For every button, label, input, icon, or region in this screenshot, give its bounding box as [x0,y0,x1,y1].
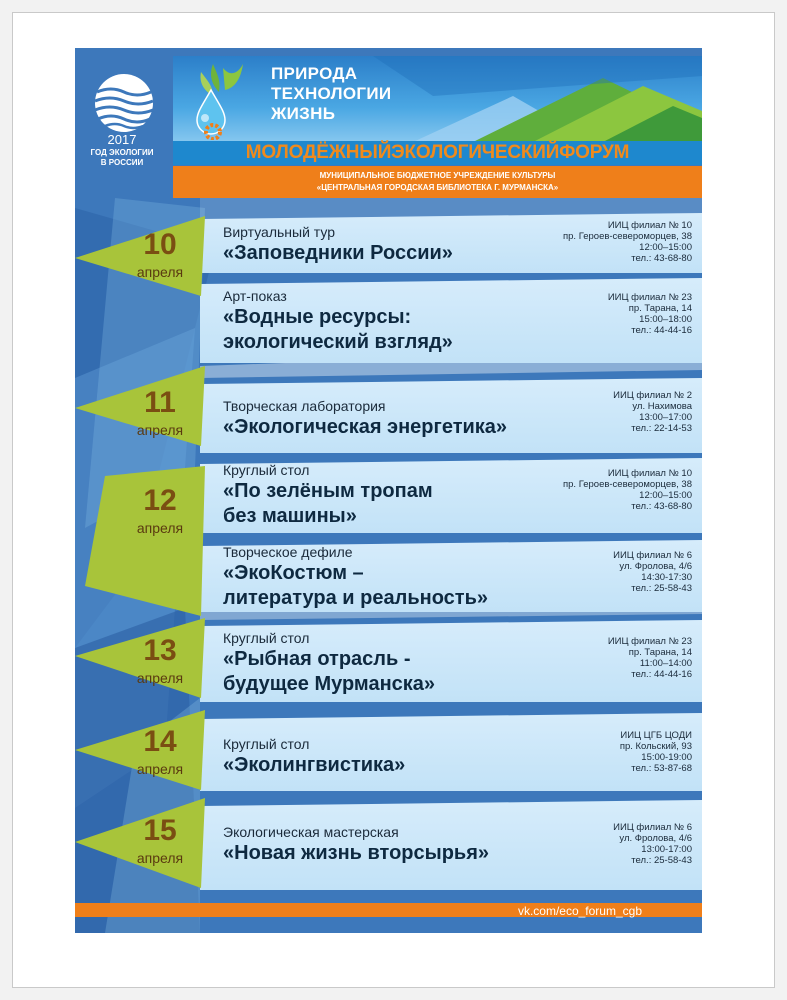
date-day-2: 11 [144,386,176,419]
event-time-5: 14:30-17:30 [641,572,692,583]
event-phone-4: тел.: 43-68-80 [631,501,692,512]
event-venue-3: ИИЦ филиал № 2 [613,390,692,401]
institution-bar [173,166,702,198]
year-of-ecology-globe-icon [93,72,155,134]
event-title-7: «Эколингвистика» [223,754,406,776]
date-month-3: апреля [136,520,184,536]
slogan-line2: ТЕХНОЛОГИИ [271,84,392,103]
event-phone-6: тел.: 44-44-16 [631,669,692,680]
event-address-1: пр. Героев-североморцев, 38 [563,231,692,242]
date-day-6: 15 [143,814,177,847]
event-title-2b: экологический взгляд» [223,331,453,353]
event-info-1 [502,220,692,264]
event-type-6: Круглый стол [223,630,310,646]
event-address-3: ул. Нахимова [632,401,692,412]
year-caption-line2: В РОССИИ [100,158,144,167]
event-type-3: Творческая лаборатория [223,398,386,414]
event-type-2: Арт-показ [223,288,287,304]
forum-name-banner: МОЛОДЁЖНЫЙЭКОЛОГИЧЕСКИЙФОРУМ [173,141,702,165]
date-day-3: 12 [143,484,177,517]
header-panel [173,56,702,142]
event-venue-4: ИИЦ филиал № 10 [607,468,692,479]
event-phone-5: тел.: 25-58-43 [631,583,692,594]
event-title-2a: «Водные ресурсы: [223,306,412,328]
date-month-5: апреля [136,761,184,777]
slogan-line3: ЖИЗНЬ [271,104,336,123]
event-title-6b: будущее Мурманска» [223,673,436,695]
event-title-3: «Экологическая энергетика» [223,416,508,438]
water-drop-leaves-icon [183,62,255,140]
event-venue-8: ИИЦ филиал № 6 [613,822,692,833]
event-address-7: пр. Кольский, 93 [619,741,692,752]
year-caption [75,148,169,168]
event-phone-3: тел.: 22-14-53 [631,423,692,434]
event-info-3 [502,390,692,434]
event-phone-8: тел.: 25-58-43 [631,855,692,866]
date-day-1: 10 [143,228,177,261]
event-time-4: 12:00–15:00 [639,490,692,501]
event-phone-1: тел.: 43-68-80 [631,253,692,264]
event-time-8: 13:00-17:00 [641,844,692,855]
event-time-1: 12:00–15:00 [639,242,692,253]
event-poster [75,48,702,933]
event-info-6 [502,636,692,680]
event-time-2: 15:00–18:00 [639,314,692,325]
event-title-6a: «Рыбная отрасль - [223,648,411,670]
event-type-7: Круглый стол [223,736,310,752]
event-venue-2: ИИЦ филиал № 23 [607,292,692,303]
event-info-8 [502,822,692,866]
year-number: 2017 [107,132,137,147]
event-title-5a: «ЭкоКостюм – [223,562,364,584]
event-venue-6: ИИЦ филиал № 23 [607,636,692,647]
event-title-8: «Новая жизнь вторсырья» [223,842,490,864]
date-month-4: апреля [136,670,184,686]
date-day-5: 14 [143,725,177,758]
date-month-2: апреля [136,422,184,438]
slogan-line1: ПРИРОДА [271,64,358,83]
event-venue-7: ИИЦ ЦГБ ЦОДИ [620,730,692,741]
event-title-5b: литература и реальность» [223,587,488,609]
event-phone-2: тел.: 44-44-16 [631,325,692,336]
event-address-2: пр. Тарана, 14 [628,303,692,314]
event-address-5: ул. Фролова, 4/6 [619,561,692,572]
event-title-1: «Заповедники России» [223,242,453,264]
event-time-3: 13:00–17:00 [639,412,692,423]
year-caption-line1: ГОД ЭКОЛОГИИ [90,148,154,157]
event-time-7: 15:00-19:00 [641,752,692,763]
event-venue-5: ИИЦ филиал № 6 [613,550,692,561]
event-type-4: Круглый стол [223,462,310,478]
event-info-7 [502,730,692,774]
event-venue-1: ИИЦ филиал № 10 [607,220,692,231]
event-title-4a: «По зелёным тропам [223,480,433,502]
event-type-8: Экологическая мастерская [223,824,399,840]
event-time-6: 11:00–14:00 [639,658,692,669]
event-title-4b: без машины» [223,505,357,527]
event-type-5: Творческое дефиле [223,544,353,560]
footer-link[interactable]: vk.com/eco_forum_cgb [517,904,642,918]
date-month-1: апреля [136,264,184,280]
event-address-6: пр. Тарана, 14 [628,647,692,658]
date-day-4: 13 [143,634,177,667]
institution-line2: «ЦЕНТРАЛЬНАЯ ГОРОДСКАЯ БИБЛИОТЕКА Г. МУРМАНСКА» [316,183,559,192]
date-month-6: апреля [136,850,184,866]
event-info-4 [502,468,692,512]
event-info-5 [502,550,692,594]
event-phone-7: тел.: 53-87-68 [631,763,692,774]
forum-slogan [271,64,391,124]
institution-line1: МУНИЦИПАЛЬНОЕ БЮДЖЕТНОЕ УЧРЕЖДЕНИЕ КУЛЬТУРЫ [319,171,556,180]
event-info-2 [502,292,692,336]
event-address-8: ул. Фролова, 4/6 [619,833,692,844]
event-type-1: Виртуальный тур [223,224,335,240]
event-address-4: пр. Героев-североморцев, 38 [563,479,692,490]
